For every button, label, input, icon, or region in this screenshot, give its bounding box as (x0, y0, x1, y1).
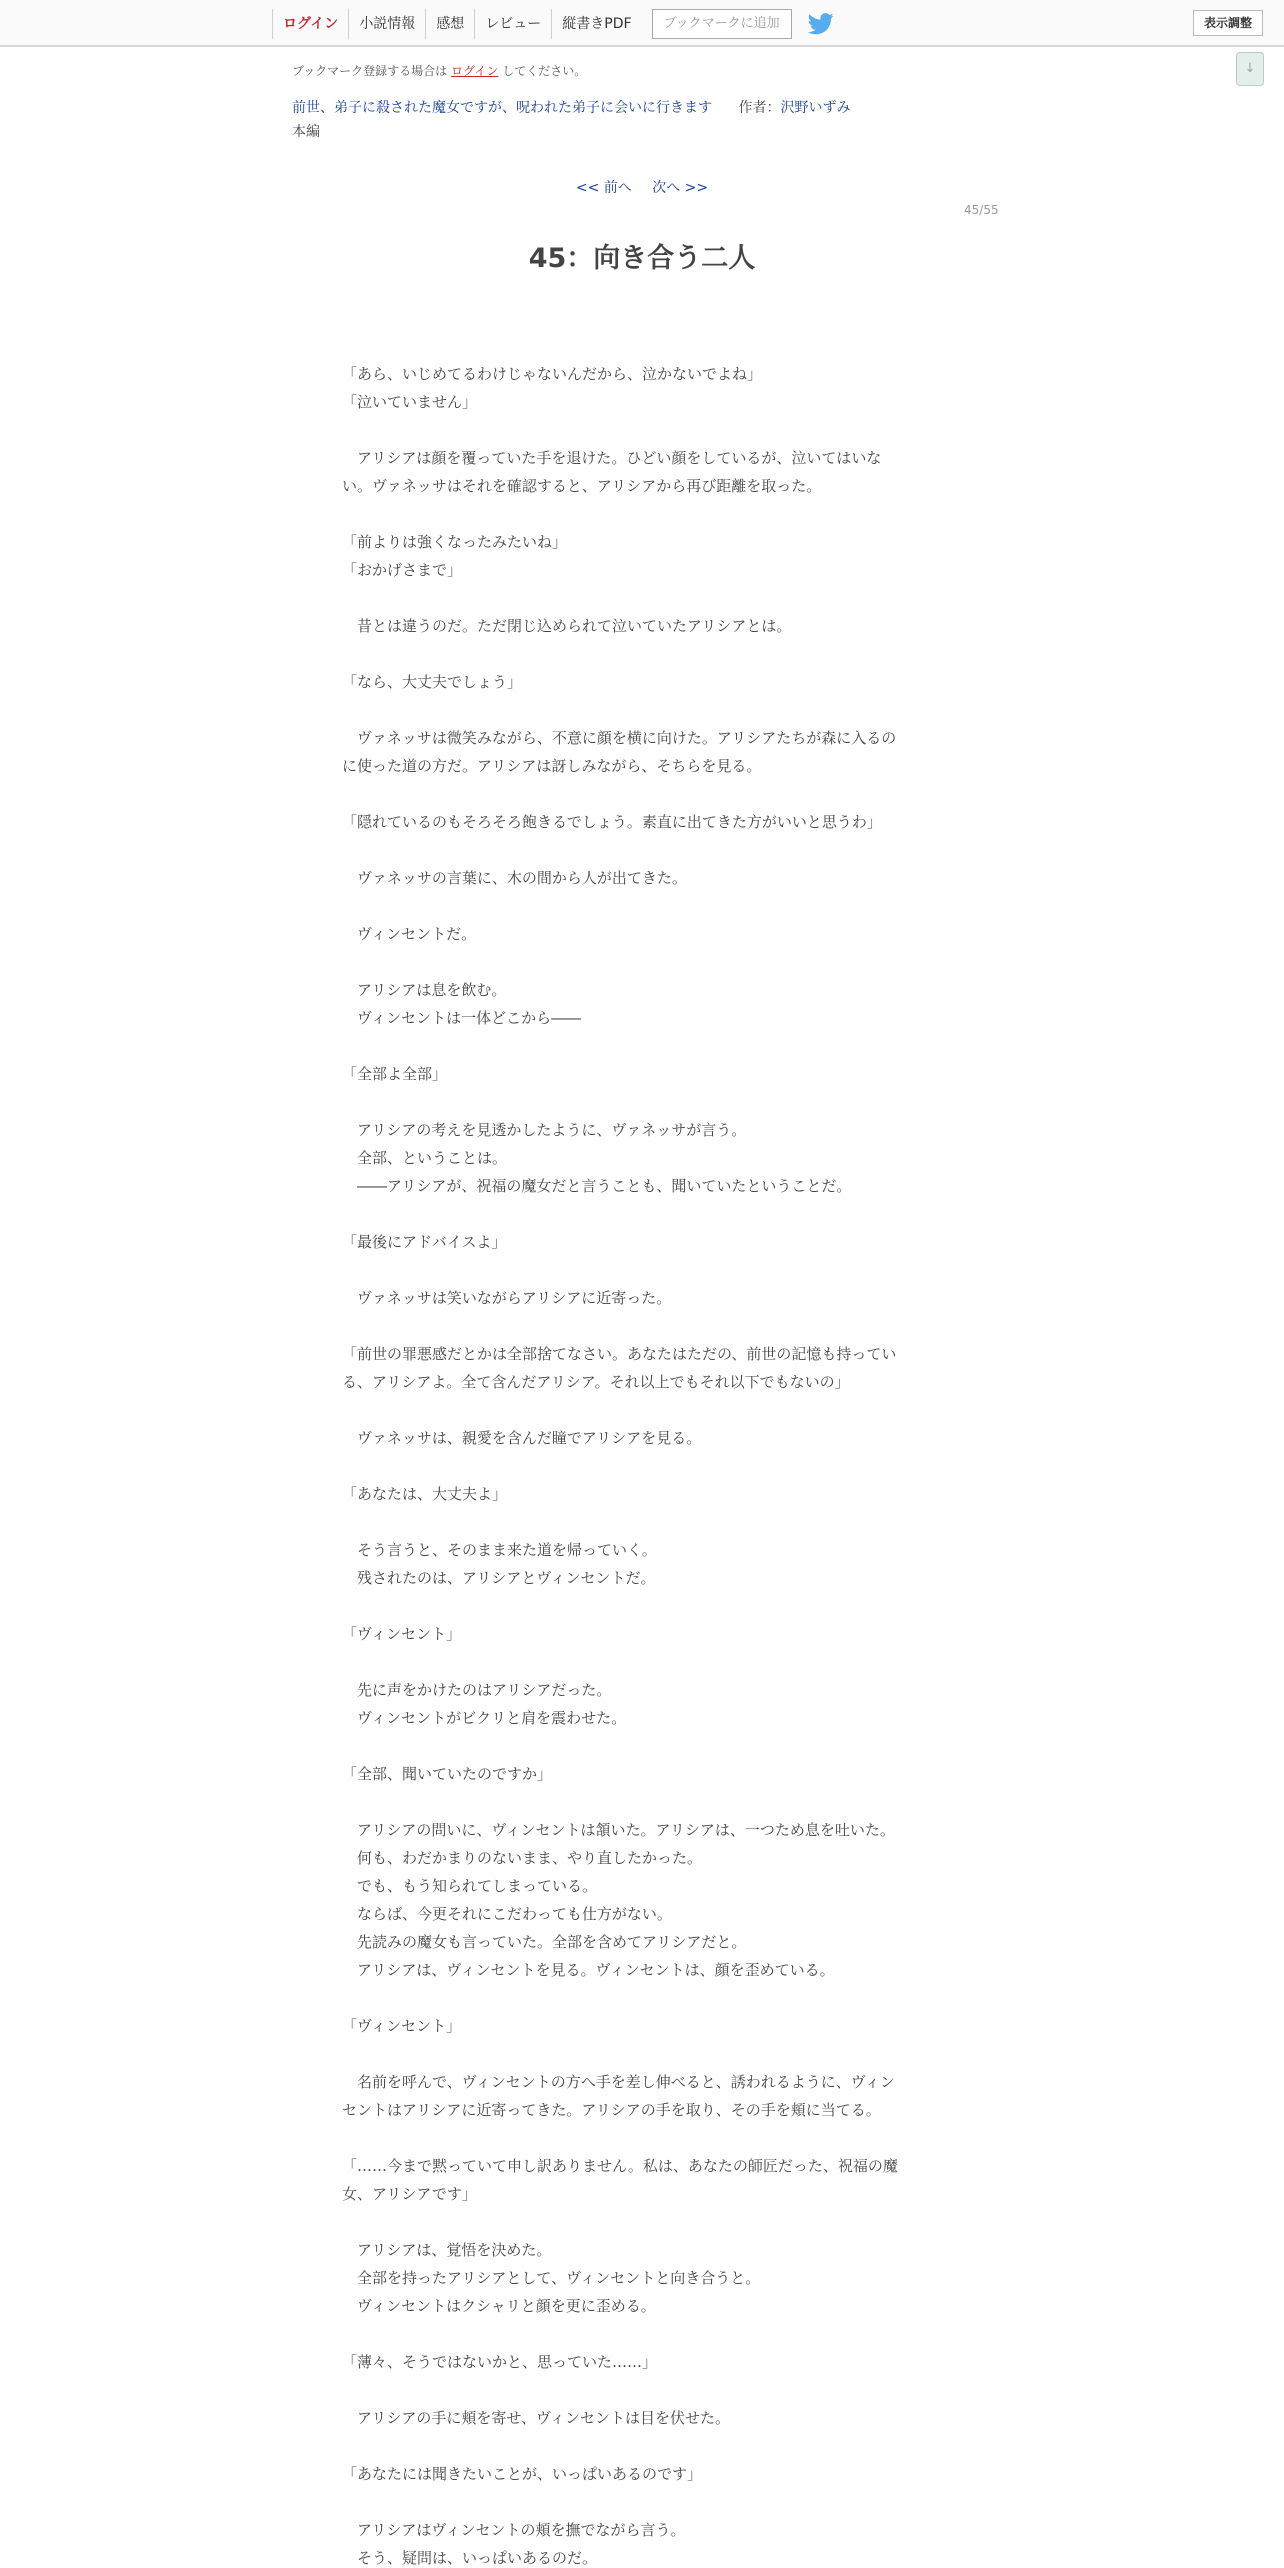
blank-line (342, 640, 942, 668)
blank-line (342, 2124, 942, 2152)
body-line: 「全部よ全部」 (342, 1065, 448, 1083)
novel-title-line (292, 97, 850, 117)
blank-line (342, 1984, 942, 2012)
body-line: ――アリシアが、祝福の魔女だと言うことも、聞いていたということだ。 (342, 1177, 852, 1195)
body-line: 全部を持ったアリシアとして、ヴィンセントと向き合うと。 (342, 2269, 761, 2287)
blank-line (342, 1788, 942, 1816)
nav-novel-info-link[interactable]: 小説情報 (348, 9, 425, 39)
body-line: 名前を呼んで、ヴィンセントの方へ手を差し伸べると、誘われるように、ヴィン (342, 2073, 895, 2091)
display-settings-button[interactable]: 表示調整 (1193, 10, 1263, 36)
blank-line (342, 1200, 942, 1228)
blank-line (342, 892, 942, 920)
body-line: 「泣いていません」 (342, 393, 478, 411)
body-line: 昔とは違うのだ。ただ閉じ込められて泣いていたアリシアとは。 (342, 617, 792, 635)
body-line: ヴィンセントはクシャリと顔を更に歪める。 (342, 2297, 656, 2315)
body-line: 「……今まで黙っていて申し訳ありません。私は、あなたの師匠だった、祝福の魔 (342, 2157, 898, 2175)
blank-line (342, 1256, 942, 1284)
body-line: アリシアの手に頬を寄せ、ヴィンセントは目を伏せた。 (342, 2409, 731, 2427)
body-line: ヴァネッサの言葉に、木の間から人が出てきた。 (342, 869, 687, 887)
main-nav (272, 8, 834, 40)
blank-line (342, 2208, 942, 2236)
body-line: ヴィンセントがビクリと肩を震わせた。 (342, 1709, 627, 1727)
body-line: 「前世の罪悪感だとかは全部捨てなさい。あなたはただの、前世の記憶も持ってい (342, 1345, 897, 1363)
body-line: アリシアはヴィンセントの頬を撫でながら言う。 (342, 2521, 686, 2539)
episode-pager (0, 177, 1284, 197)
blank-line (342, 584, 942, 612)
blank-line (342, 1452, 942, 1480)
body-line: アリシアは、ヴィンセントを見る。ヴィンセントは、顔を歪めている。 (342, 1961, 835, 1979)
blank-line (342, 1592, 942, 1620)
body-line: 「ヴィンセント」 (342, 1625, 462, 1643)
blank-line (342, 696, 942, 724)
body-line: ならば、今更それにこだわっても仕方がない。 (342, 1905, 672, 1923)
author-link[interactable]: 沢野いずみ (780, 100, 851, 116)
twitter-bird-icon[interactable] (808, 13, 834, 35)
notice-suffix: してください。 (502, 64, 587, 78)
body-line: 全部、ということは。 (342, 1149, 508, 1167)
blank-line (342, 948, 942, 976)
body-line: 「おかげさまで」 (342, 561, 463, 579)
blank-line (342, 2320, 942, 2348)
body-line: に使った道の方だ。アリシアは訝しみながら、そちらを見る。 (342, 757, 762, 775)
nav-review-link[interactable]: レビュー (474, 9, 551, 39)
blank-line (342, 1088, 942, 1116)
body-line: 先に声をかけたのはアリシアだった。 (342, 1681, 612, 1699)
body-line: そう言うと、そのまま来た道を帰っていく。 (342, 1541, 657, 1559)
body-line: ヴァネッサは、親愛を含んだ瞳でアリシアを見る。 (342, 1429, 702, 1447)
novel-title-link[interactable]: 前世、弟子に殺された魔女ですが、呪われた弟子に会いに行きます (292, 100, 712, 116)
blank-line (342, 2432, 942, 2460)
body-line: 「あなたは、大丈夫よ」 (342, 1485, 508, 1503)
add-bookmark-button[interactable]: ブックマークに追加 (652, 9, 792, 39)
blank-line (342, 500, 942, 528)
body-line: 「なら、大丈夫でしょう」 (342, 673, 523, 691)
body-line: ヴィンセントだ。 (342, 925, 477, 943)
blank-line (342, 780, 942, 808)
blank-line (342, 1032, 942, 1060)
body-line: る、アリシアよ。全て含んだアリシア。それ以上でもそれ以下でもないの」 (342, 1373, 850, 1391)
nav-impressions-link[interactable]: 感想 (425, 9, 474, 39)
body-line: アリシアの問いに、ヴィンセントは頷いた。アリシアは、一つため息を吐いた。 (342, 1821, 895, 1839)
body-line: 先読みの魔女も言っていた。全部を含めてアリシアだと。 (342, 1933, 747, 1951)
blank-line (342, 1508, 942, 1536)
body-line: 残されたのは、アリシアとヴィンセントだ。 (342, 1569, 656, 1587)
scroll-down-button[interactable]: ↓ (1236, 52, 1264, 86)
episode-title: 45：向き合う二人 (528, 243, 756, 274)
next-episode-link[interactable]: 次へ >> (652, 180, 709, 196)
novel-body-text (342, 360, 942, 2568)
body-line: 何も、わだかまりのないまま、やり直したかった。 (342, 1849, 703, 1867)
chapter-group-label: 本編 (292, 124, 320, 140)
body-line: 「隠れているのもそろそろ飽きるでしょう。素直に出てきた方がいいと思うわ」 (342, 813, 882, 831)
nav-vertical-pdf-link[interactable]: 縦書きPDF (551, 9, 641, 39)
bookmark-login-notice (292, 62, 586, 79)
body-line: ヴァネッサは笑いながらアリシアに近寄った。 (342, 1289, 672, 1307)
episode-counter: 45/55 (964, 203, 999, 217)
top-navigation-bar (0, 0, 1284, 47)
body-line: 「最後にアドバイスよ」 (342, 1233, 507, 1251)
body-line: 「ヴィンセント」 (342, 2017, 462, 2035)
body-line: 「あなたには聞きたいことが、いっぱいあるのです」 (342, 2465, 703, 2483)
body-line: そう、疑問は、いっぱいあるのだ。 (342, 2549, 598, 2567)
body-line: 「全部、聞いていたのですか」 (342, 1765, 553, 1783)
blank-line (342, 416, 942, 444)
blank-line (342, 1396, 942, 1424)
body-line: 「前よりは強くなったみたいね」 (342, 533, 568, 551)
blank-line (342, 1648, 942, 1676)
blank-line (342, 1732, 942, 1760)
blank-line (342, 1312, 942, 1340)
body-line: 「あら、いじめてるわけじゃないんだから、泣かないでよね」 (342, 365, 763, 383)
body-line: 「薄々、そうではないかと、思っていた……」 (342, 2353, 658, 2371)
notice-login-link[interactable]: ログイン (451, 64, 499, 78)
body-line: アリシアは、覚悟を決めた。 (342, 2241, 552, 2259)
body-line: アリシアは顔を覆っていた手を退けた。ひどい顔をしているが、泣いてはいな (342, 449, 882, 467)
body-line: アリシアは息を飲む。 (342, 981, 507, 999)
blank-line (342, 2488, 942, 2516)
body-line: ヴァネッサは微笑みながら、不意に顔を横に向けた。アリシアたちが森に入るの (342, 729, 897, 747)
blank-line (342, 2040, 942, 2068)
nav-login-link[interactable]: ログイン (272, 9, 348, 39)
blank-line (342, 2376, 942, 2404)
prev-episode-link[interactable]: << 前へ (575, 180, 632, 196)
body-line: 女、アリシアです」 (342, 2185, 477, 2203)
blank-line (342, 836, 942, 864)
body-line: でも、もう知られてしまっている。 (342, 1877, 598, 1895)
body-line: セントはアリシアに近寄ってきた。アリシアの手を取り、その手を頬に当てる。 (342, 2101, 881, 2119)
body-line: い。ヴァネッサはそれを確認すると、アリシアから再び距離を取った。 (342, 477, 822, 495)
body-line: アリシアの考えを見透かしたように、ヴァネッサが言う。 (342, 1121, 747, 1139)
notice-prefix: ブックマーク登録する場合は (292, 64, 448, 78)
body-line: ヴィンセントは一体どこから―― (342, 1009, 582, 1027)
author-label: 作者： (738, 100, 781, 116)
